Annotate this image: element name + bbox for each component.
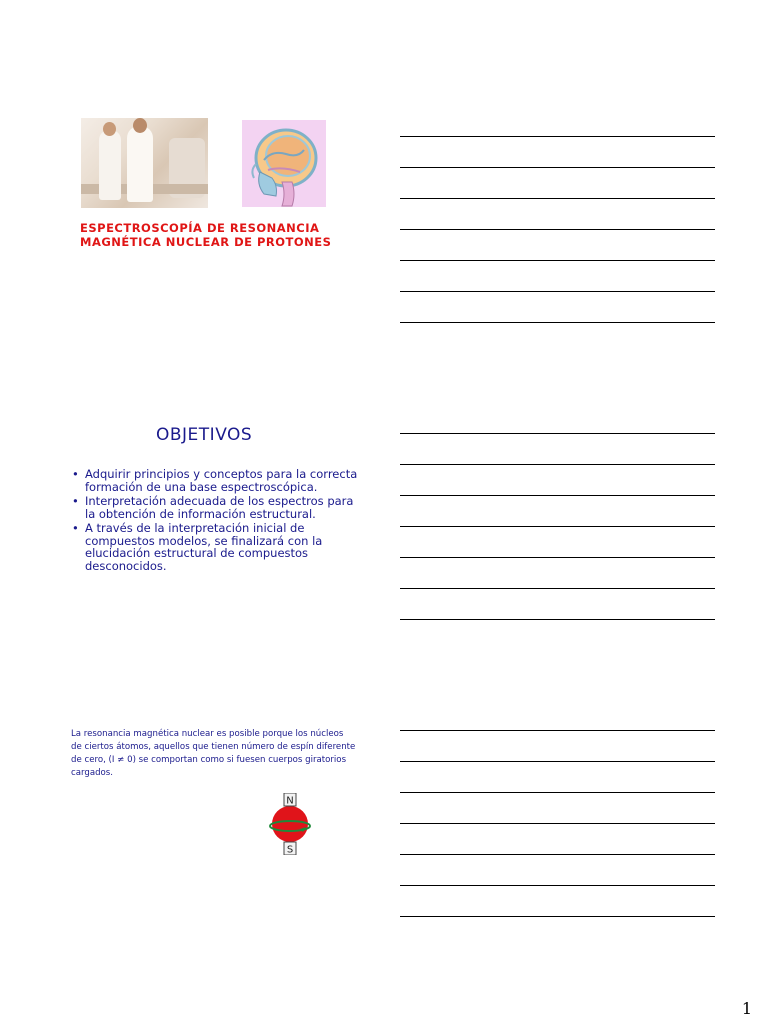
list-item: [72, 522, 362, 572]
note-line: [400, 761, 715, 762]
note-line: [400, 730, 715, 731]
list-item-text: Adquirir principios y conceptos para la correcta formación de una base espectroscópica.: [85, 467, 358, 494]
note-line: [400, 291, 715, 292]
list-item-text: Interpretación adecuada de los espectros para la obtención de información estructural.: [85, 494, 354, 521]
charged-sphere-icon: [272, 806, 308, 842]
note-line: [400, 885, 715, 886]
note-line: [400, 854, 715, 855]
note-line: [400, 526, 715, 527]
page-number: 1: [741, 999, 752, 1018]
note-line: [400, 136, 715, 137]
note-line: [400, 619, 715, 620]
note-line: [400, 322, 715, 323]
note-line: [400, 916, 715, 917]
note-line: [400, 167, 715, 168]
note-line: [400, 792, 715, 793]
list-item: [72, 468, 362, 493]
note-line: [400, 229, 715, 230]
note-line: [400, 588, 715, 589]
slide-title-line-1: ESPECTROSCOPÍA DE RESONANCIA: [80, 221, 320, 235]
slide-title-line-2: MAGNÉTICA NUCLEAR DE PROTONES: [80, 235, 332, 249]
note-line: [400, 198, 715, 199]
note-line: [400, 464, 715, 465]
list-item-text: A través de la interpretación inicial de compuestos modelos, se finalizará con la elucidación estructural de compuestos desconocidos.: [85, 521, 323, 573]
bullet-icon: •: [72, 494, 79, 508]
note-line: [400, 557, 715, 558]
brain-mri-image: [242, 120, 326, 207]
note-line: [400, 495, 715, 496]
list-item: [72, 495, 362, 520]
spinning-nucleus-diagram: [268, 793, 314, 855]
note-line: [400, 260, 715, 261]
clinic-photo: [81, 118, 208, 208]
nmr-paragraph: La resonancia magnética nuclear es posible porque los núcleos de ciertos átomos, aquellos que tienen número de espín diferente de cero, (I ≠ 0) se comportan como si fuesen cuerpos giratorios cargados.: [71, 729, 356, 778]
note-line: [400, 823, 715, 824]
south-pole-label: S: [286, 844, 294, 855]
note-line: [400, 433, 715, 434]
slide-title: [80, 221, 370, 249]
bullet-icon: •: [72, 521, 79, 535]
north-pole-label: N: [286, 795, 294, 807]
objectives-heading: OBJETIVOS: [156, 425, 253, 445]
bullet-icon: •: [72, 467, 79, 481]
objectives-list: [72, 468, 362, 574]
